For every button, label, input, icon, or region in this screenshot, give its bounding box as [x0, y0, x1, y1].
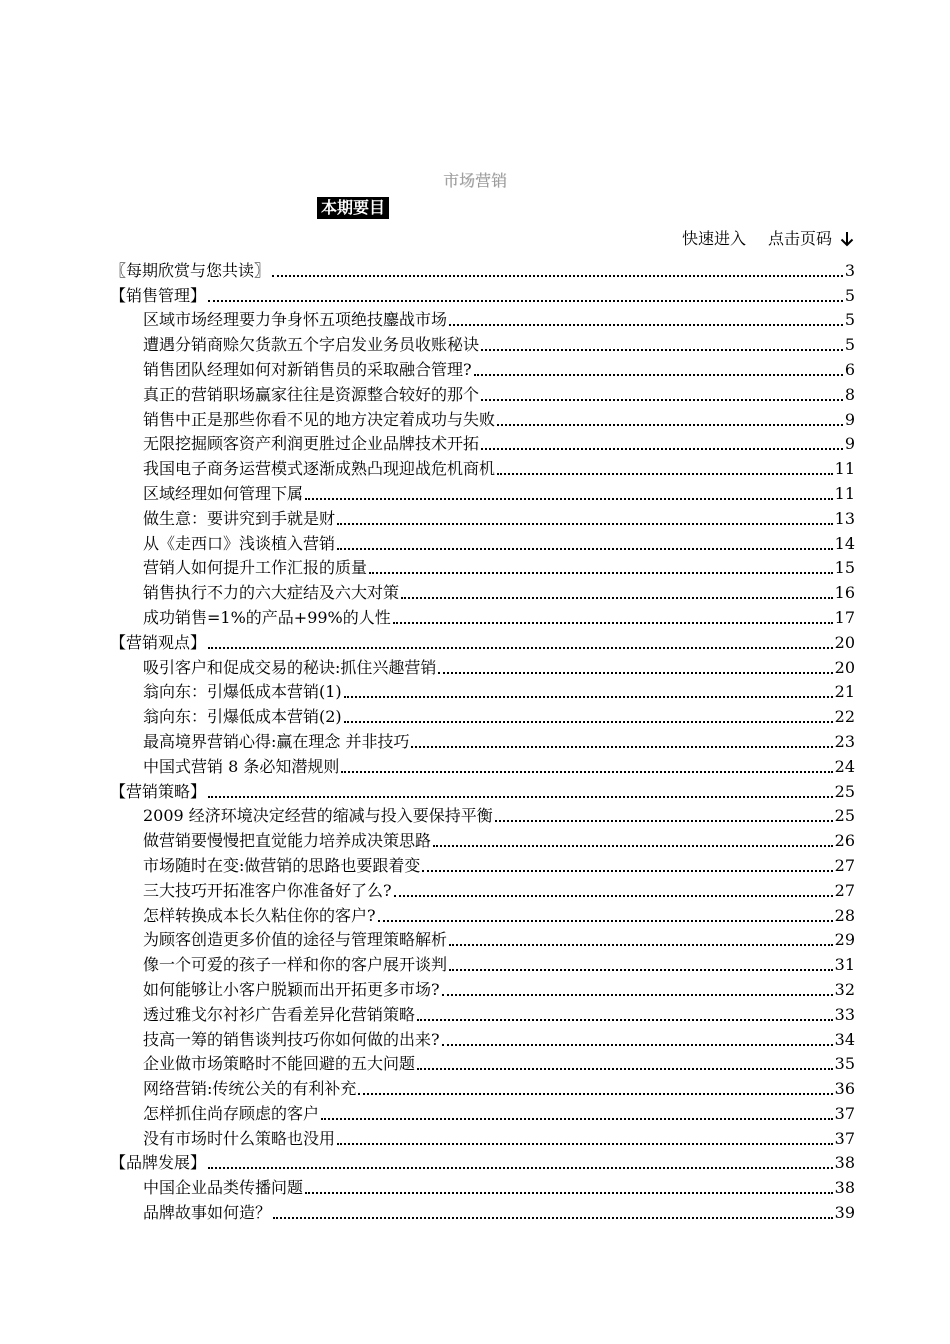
toc-entry[interactable] — [110, 826, 855, 851]
toc-title: 【品牌发展】 — [110, 1153, 207, 1173]
toc-section[interactable] — [110, 628, 855, 653]
toc-title: 企业做市场策略时不能回避的五大问题 — [143, 1054, 416, 1074]
issue-title: 本期要目 — [317, 197, 389, 219]
toc-entry[interactable] — [110, 876, 855, 901]
toc-entry[interactable] — [110, 554, 855, 579]
dot-leader — [208, 647, 833, 649]
page-number-link[interactable]: 5 — [844, 335, 855, 355]
toc-entry[interactable] — [110, 355, 855, 380]
page-number-link[interactable]: 25 — [834, 806, 855, 826]
toc-title: 翁向东：引爆低成本营销(2) — [143, 707, 342, 727]
page-number-link[interactable]: 37 — [834, 1128, 855, 1148]
toc-entry[interactable] — [110, 975, 855, 1000]
toc-entry[interactable] — [110, 950, 855, 975]
toc-entry[interactable] — [110, 1099, 855, 1124]
toc-title: 品牌故事如何造？ — [143, 1203, 272, 1223]
table-of-contents — [110, 256, 855, 1223]
dot-leader — [474, 374, 843, 376]
dot-leader — [341, 771, 832, 773]
dot-leader — [305, 498, 833, 500]
page-number-link[interactable]: 37 — [834, 1103, 855, 1123]
page-number-link[interactable]: 9 — [844, 409, 855, 429]
toc-entry[interactable] — [110, 380, 855, 405]
page-number-link[interactable]: 11 — [834, 459, 855, 479]
dot-leader — [442, 994, 833, 996]
page-number-link[interactable]: 20 — [834, 657, 855, 677]
page-number-link[interactable]: 21 — [834, 682, 855, 702]
dot-leader — [369, 572, 833, 574]
toc-title: 〖每期欣赏与您共读〗 — [110, 260, 271, 280]
toc-title: 为顾客创造更多价值的途径与管理策略解析 — [143, 930, 448, 950]
toc-entry[interactable] — [110, 802, 855, 827]
toc-title: 区域市场经理要力争身怀五项绝技鏖战市场 — [143, 310, 448, 330]
dot-leader — [449, 944, 833, 946]
page-number-link[interactable]: 5 — [844, 310, 855, 330]
toc-title: 做生意：要讲究到手就是财 — [143, 508, 336, 528]
page-number-link[interactable]: 36 — [834, 1079, 855, 1099]
toc-entry[interactable] — [110, 1173, 855, 1198]
toc-title: 销售中正是那些你看不见的地方决定着成功与失败 — [143, 409, 496, 429]
toc-title: 吸引客户和促成交易的秘诀:抓住兴趣营销 — [143, 657, 437, 677]
toc-title: 怎样抓住尚存顾虑的客户 — [143, 1103, 320, 1123]
toc-entry[interactable] — [110, 702, 855, 727]
toc-entry[interactable] — [110, 851, 855, 876]
toc-title: 销售执行不力的六大症结及六大对策 — [143, 583, 400, 603]
toc-entry[interactable] — [110, 1000, 855, 1025]
dot-leader — [394, 895, 833, 897]
toc-title: 我国电子商务运营模式逐渐成熟凸现迎战危机商机 — [143, 459, 496, 479]
toc-title: 怎样转换成本长久粘住你的客户? — [143, 905, 376, 925]
dot-leader — [272, 275, 843, 277]
page-number-link[interactable]: 28 — [834, 905, 855, 925]
toc-title: 【营销观点】 — [110, 632, 207, 652]
page-number-link[interactable]: 15 — [834, 558, 855, 578]
page-number-link[interactable]: 16 — [834, 583, 855, 603]
toc-section[interactable] — [110, 256, 855, 281]
toc-section[interactable] — [110, 281, 855, 306]
toc-title: 销售团队经理如何对新销售员的采取融合管理? — [143, 359, 472, 379]
toc-entry[interactable] — [110, 1074, 855, 1099]
dot-leader — [208, 300, 843, 302]
dot-leader — [497, 424, 843, 426]
dot-leader — [481, 399, 843, 401]
page-number-link[interactable]: 25 — [834, 781, 855, 801]
dot-leader — [401, 597, 833, 599]
dot-leader — [393, 622, 833, 624]
toc-entry[interactable] — [110, 653, 855, 678]
page-number-link[interactable]: 9 — [844, 434, 855, 454]
toc-title: 无限挖掘顾客资产利润更胜过企业品牌技术开拓 — [143, 434, 480, 454]
page-number-link[interactable]: 38 — [834, 1178, 855, 1198]
toc-entry[interactable] — [110, 678, 855, 703]
dot-leader — [411, 746, 832, 748]
toc-entry[interactable] — [110, 504, 855, 529]
dot-leader — [417, 1019, 833, 1021]
page-number-link[interactable]: 17 — [834, 607, 855, 627]
dot-leader — [344, 721, 833, 723]
toc-title: 遭遇分销商赊欠货款五个字启发业务员收账秘诀 — [143, 335, 480, 355]
page-number-link[interactable]: 34 — [834, 1029, 855, 1049]
page-number-link[interactable]: 13 — [834, 508, 855, 528]
toc-title: 市场随时在变:做营销的思路也要跟着变 — [143, 855, 421, 875]
page-number-link[interactable]: 27 — [834, 855, 855, 875]
dot-leader — [208, 1167, 833, 1169]
toc-entry[interactable] — [110, 727, 855, 752]
toc-title: 真正的营销职场赢家往往是资源整合较好的那个 — [143, 384, 480, 404]
quick-nav — [682, 228, 854, 250]
page-number-link[interactable]: 32 — [834, 979, 855, 999]
toc-title: 中国式营销 8 条必知潜规则 — [143, 756, 340, 776]
page-number-link[interactable]: 24 — [834, 756, 855, 776]
toc-section[interactable] — [110, 1149, 855, 1174]
toc-title: 营销人如何提升工作汇报的质量 — [143, 558, 368, 578]
toc-entry[interactable] — [110, 926, 855, 951]
toc-entry[interactable] — [110, 330, 855, 355]
toc-title: 网络营销:传统公关的有利补充 — [143, 1079, 357, 1099]
dot-leader — [422, 870, 832, 872]
quick-nav-label: 快速进入 — [681, 229, 746, 248]
page-number-link[interactable]: 11 — [834, 483, 855, 503]
toc-title: 三大技巧开拓准客户你准备好了么? — [143, 880, 392, 900]
toc-title: 没有市场时什么策略也没用 — [143, 1128, 336, 1148]
dot-leader — [378, 920, 833, 922]
running-header: 市场营销 — [442, 171, 507, 190]
page-number-link[interactable]: 6 — [844, 359, 855, 379]
toc-entry[interactable] — [110, 1050, 855, 1075]
toc-entry[interactable] — [110, 603, 855, 628]
page-number-link[interactable]: 8 — [844, 384, 855, 404]
arrow-down-icon — [840, 231, 854, 247]
toc-title: 做营销要慢慢把直觉能力培养成决策思路 — [143, 831, 432, 851]
toc-section[interactable] — [110, 777, 855, 802]
dot-leader — [337, 523, 833, 525]
toc-entry[interactable] — [110, 430, 855, 455]
toc-title: 2009 经济环境决定经营的缩减与投入要保持平衡 — [143, 806, 493, 826]
dot-leader — [495, 820, 833, 822]
dot-leader — [337, 548, 833, 550]
dot-leader — [358, 1093, 832, 1095]
toc-entry[interactable] — [110, 1198, 855, 1223]
toc-entry[interactable] — [110, 1124, 855, 1149]
toc-title: 从《走西口》浅谈植入营销 — [143, 533, 336, 553]
page-number-link[interactable]: 26 — [834, 831, 855, 851]
dot-leader — [497, 473, 833, 475]
toc-entry[interactable] — [110, 405, 855, 430]
toc-title: 【销售管理】 — [110, 285, 207, 305]
dot-leader — [481, 349, 843, 351]
page-number-link[interactable]: 14 — [834, 533, 855, 553]
toc-title: 最高境界营销心得:赢在理念 并非技巧 — [143, 731, 410, 751]
dot-leader — [273, 1217, 833, 1219]
page-number-link[interactable]: 35 — [834, 1054, 855, 1074]
dot-leader — [433, 845, 833, 847]
toc-entry[interactable] — [110, 752, 855, 777]
page-number-link[interactable]: 38 — [834, 1153, 855, 1173]
page-number-link[interactable]: 27 — [834, 880, 855, 900]
dot-leader — [442, 1044, 833, 1046]
dot-leader — [449, 969, 833, 971]
dot-leader — [344, 696, 833, 698]
toc-title: 区域经理如何管理下属 — [143, 483, 304, 503]
page-number-link[interactable]: 31 — [834, 955, 855, 975]
dot-leader — [481, 448, 843, 450]
quick-nav-hint: 点击页码 — [767, 229, 832, 248]
toc-title: 透过雅戈尔衬衫广告看差异化营销策略 — [143, 1004, 416, 1024]
toc-entry[interactable] — [110, 1025, 855, 1050]
toc-entry[interactable] — [110, 529, 855, 554]
toc-title: 像一个可爱的孩子一样和你的客户展开谈判 — [143, 955, 448, 975]
dot-leader — [417, 1068, 833, 1070]
toc-entry[interactable] — [110, 454, 855, 479]
page-number-link[interactable]: 33 — [834, 1004, 855, 1024]
page-number-link[interactable]: 39 — [834, 1203, 855, 1223]
dot-leader — [321, 1118, 833, 1120]
toc-title: 中国企业品类传播问题 — [143, 1178, 304, 1198]
dot-leader — [438, 672, 832, 674]
page-number-link[interactable]: 23 — [834, 731, 855, 751]
toc-entry[interactable] — [110, 578, 855, 603]
toc-entry[interactable] — [110, 901, 855, 926]
dot-leader — [337, 1143, 833, 1145]
page-number-link[interactable]: 5 — [844, 285, 855, 305]
page-number-link[interactable]: 20 — [834, 632, 855, 652]
toc-entry[interactable] — [110, 306, 855, 331]
dot-leader — [449, 324, 843, 326]
page-number-link[interactable]: 22 — [834, 707, 855, 727]
dot-leader — [208, 796, 833, 798]
toc-title: 翁向东：引爆低成本营销(1) — [143, 682, 342, 702]
toc-title: 如何能够让小客户脱颖而出开拓更多市场? — [143, 979, 440, 999]
dot-leader — [305, 1192, 833, 1194]
page-number-link[interactable]: 3 — [844, 260, 855, 280]
toc-entry[interactable] — [110, 479, 855, 504]
toc-title: 成功销售=1%的产品+99%的人性 — [143, 607, 391, 627]
page-number-link[interactable]: 29 — [834, 930, 855, 950]
toc-title: 【营销策略】 — [110, 781, 207, 801]
toc-title: 技高一筹的销售谈判技巧你如何做的出来? — [143, 1029, 440, 1049]
